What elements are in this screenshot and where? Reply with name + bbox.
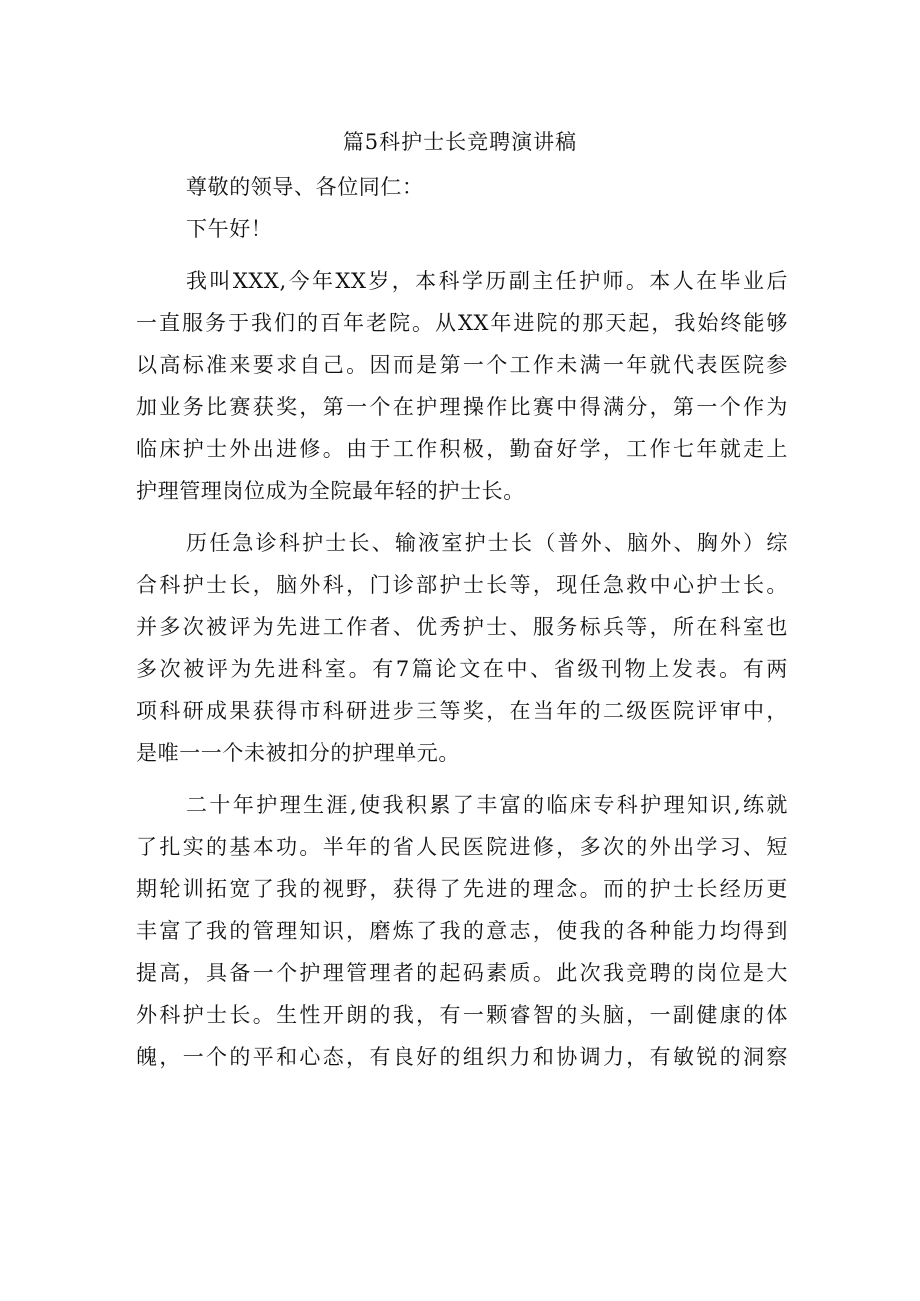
- paragraph-line: 并多次被评为先进工作者、优秀护士、服务标兵等，所在科室也: [136, 615, 788, 639]
- paragraph-line: 历任急诊科护士长、输液室护士长（普外、脑外、胸外）综: [186, 531, 788, 555]
- paragraph-line: 一直服务于我们的百年老院。从XX年进院的那天起，我始终能够: [136, 311, 788, 335]
- paragraph-line: 是唯一一个未被扣分的护理单元。: [136, 741, 460, 765]
- greeting: 尊敬的领导、各位同仁：: [186, 175, 424, 199]
- paragraph-line: 加业务比赛获奖，第一个在护理操作比赛中得满分，第一个作为: [136, 395, 788, 419]
- paragraph-line: 我叫XXX,今年XX岁，本科学历副主任护师。本人在毕业后: [186, 269, 788, 293]
- paragraph-3: [136, 784, 788, 1078]
- paragraph-line: 期轮训拓宽了我的视野，获得了先进的理念。而的护士长经历更: [136, 877, 788, 901]
- paragraph-line: 提高，具备一个护理管理者的起码素质。此次我竞聘的岗位是大: [136, 961, 788, 985]
- paragraph-line: 了扎实的基本功。半年的省人民医院进修，多次的外出学习、短: [136, 835, 788, 859]
- document-body: [136, 166, 788, 1078]
- paragraph-line: 护理管理岗位成为全院最年轻的护士长。: [136, 479, 525, 503]
- paragraph-line: 合科护士长，脑外科，门诊部护士长等，现任急救中心护士长。: [136, 573, 788, 597]
- paragraph-line: 外科护士长。生性开朗的我，有一颗睿智的头脑，一副健康的体: [136, 1003, 788, 1027]
- paragraph-line: 多次被评为先进科室。有7篇论文在中、省级刊物上发表。有两: [136, 657, 788, 681]
- paragraph-line: 以高标准来要求自己。因而是第一个工作未满一年就代表医院参: [136, 353, 788, 377]
- salutation: 下午好！: [186, 217, 273, 241]
- paragraph-line: 项科研成果获得市科研进步三等奖，在当年的二级医院评审中，: [136, 699, 788, 723]
- paragraph-line: 魄，一个的平和心态，有良好的组织力和协调力，有敏锐的洞察: [136, 1045, 788, 1069]
- paragraph-1: [136, 260, 788, 512]
- paragraph-2: [136, 522, 788, 774]
- paragraph-line: 临床护士外出进修。由于工作积极，勤奋好学，工作七年就走上: [136, 437, 788, 461]
- document-title: 篇5科护士长竞聘演讲稿: [342, 130, 578, 154]
- paragraph-line: 丰富了我的管理知识，磨炼了我的意志，使我的各种能力均得到: [136, 919, 788, 943]
- paragraph-line: 二十年护理生涯,使我积累了丰富的临床专科护理知识,练就: [186, 793, 788, 817]
